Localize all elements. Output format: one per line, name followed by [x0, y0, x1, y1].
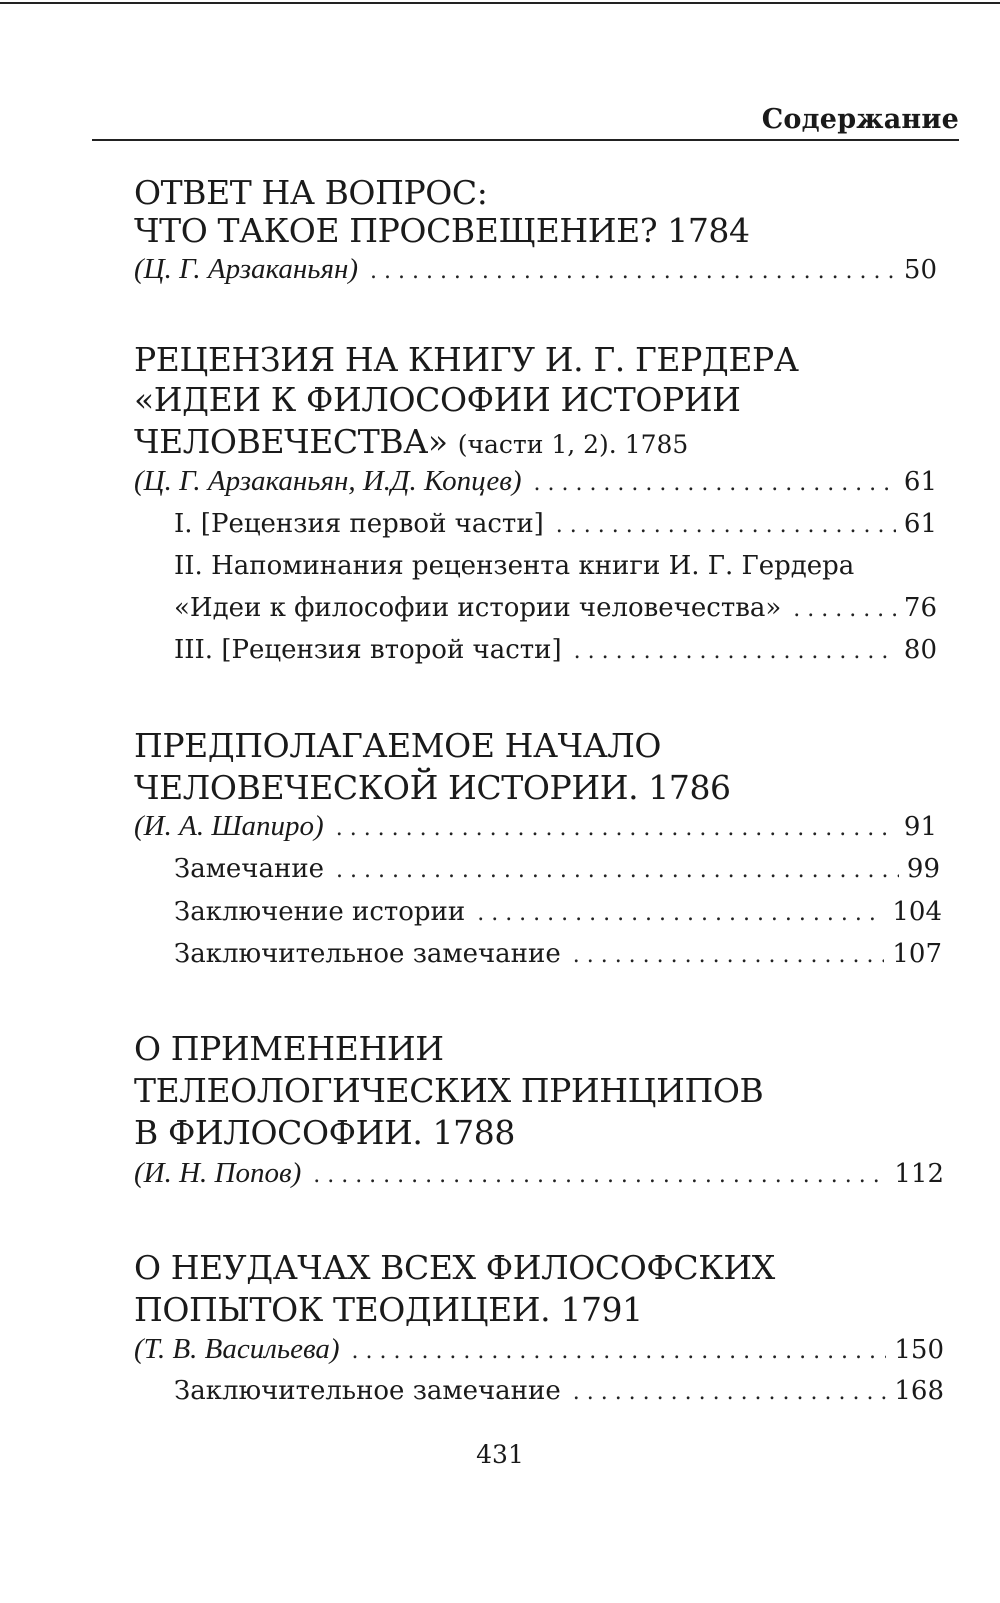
toc-subentry[interactable] [174, 595, 937, 621]
dot-leader [574, 641, 896, 663]
running-header: Содержание [761, 104, 959, 135]
subentry-label: III. [Рецензия второй части] [174, 635, 562, 665]
toc-entry[interactable] [134, 1335, 944, 1364]
dot-leader [313, 1165, 886, 1187]
dot-leader [573, 1382, 887, 1404]
section-title-line: РЕЦЕНЗИЯ НА КНИГУ И. Г. ГЕРДЕРА [134, 340, 799, 379]
header-rule [92, 139, 959, 141]
toc-subentry[interactable] [174, 1378, 944, 1404]
subentry-label: Заключительное замечание [174, 939, 561, 969]
subentry-label: Заключительное замечание [174, 1376, 561, 1406]
title-suffix: (части 1, 2). 1785 [457, 430, 689, 459]
section-title-line: ПРЕДПОЛАГАЕМОЕ НАЧАЛО [134, 726, 662, 765]
section-title-line: ЧТО ТАКОЕ ПРОСВЕЩЕНИЕ? 1784 [134, 211, 750, 250]
toc-subentry[interactable] [174, 637, 937, 663]
page-top-edge [0, 2, 1000, 4]
dot-leader [793, 599, 896, 621]
toc-entry[interactable] [134, 1159, 944, 1188]
page-ref: 112 [894, 1159, 944, 1189]
dot-leader [370, 261, 896, 283]
toc-entry[interactable] [134, 467, 937, 496]
section-title-line: ЧЕЛОВЕЧЕСКОЙ ИСТОРИИ. 1786 [134, 768, 731, 807]
toc-subentry[interactable] [174, 899, 942, 925]
section-title-line: В ФИЛОСОФИИ. 1788 [134, 1113, 515, 1152]
section-title-line: ОТВЕТ НА ВОПРОС: [134, 173, 488, 212]
page-ref: 76 [903, 593, 937, 623]
dot-leader [477, 903, 884, 925]
dot-leader [352, 1341, 887, 1363]
subentry-label: Замечание [174, 854, 325, 884]
section-title-line: О ПРИМЕНЕНИИ [134, 1029, 444, 1068]
toc-subentry[interactable] [174, 941, 942, 967]
subentry-label: II. Напоминания рецензента книги И. Г. Гердера [174, 551, 855, 581]
dot-leader [556, 515, 896, 537]
translator-credit: (Ц. Г. Арзаканьян, И.Д. Копцев) [134, 465, 522, 497]
dot-leader [336, 860, 899, 882]
subentry-label: «Идеи к философии истории человечества» [174, 593, 782, 623]
page-ref: 50 [903, 255, 937, 285]
page-ref: 168 [894, 1376, 944, 1406]
toc-entry[interactable] [134, 255, 937, 284]
subentry-label: I. [Рецензия первой части] [174, 509, 544, 539]
translator-credit: (И. Н. Попов) [134, 1157, 302, 1189]
page-ref: 99 [906, 854, 940, 884]
dot-leader [534, 473, 896, 495]
toc-subentry[interactable] [174, 856, 940, 882]
section-title-line: О НЕУДАЧАХ ВСЕХ ФИЛОСОФСКИХ [134, 1248, 775, 1287]
page-ref: 91 [903, 812, 937, 842]
page-ref: 150 [894, 1335, 944, 1365]
page-ref: 80 [903, 635, 937, 665]
section-title-line: ПОПЫТОК ТЕОДИЦЕИ. 1791 [134, 1290, 643, 1329]
dot-leader [336, 818, 896, 840]
page-ref: 104 [892, 897, 942, 927]
section-title-line: «ИДЕИ К ФИЛОСОФИИ ИСТОРИИ [134, 380, 741, 419]
page-ref: 61 [903, 509, 937, 539]
toc-subentry[interactable] [174, 511, 937, 537]
translator-credit: (Т. В. Васильева) [134, 1333, 340, 1365]
toc-subentry[interactable] [174, 553, 937, 579]
section-title-line: ТЕЛЕОЛОГИЧЕСКИХ ПРИНЦИПОВ [134, 1071, 764, 1110]
page-number: 431 [476, 1440, 524, 1469]
dot-leader [573, 945, 885, 967]
translator-credit: (И. А. Шапиро) [134, 810, 324, 842]
page-ref: 61 [903, 467, 937, 497]
section-title-line: ЧЕЛОВЕЧЕСТВА» (части 1, 2). 1785 [134, 422, 689, 461]
translator-credit: (Ц. Г. Арзаканьян) [134, 253, 359, 285]
toc-entry[interactable] [134, 812, 937, 841]
subentry-label: Заключение истории [174, 897, 466, 927]
page-ref: 107 [892, 939, 942, 969]
